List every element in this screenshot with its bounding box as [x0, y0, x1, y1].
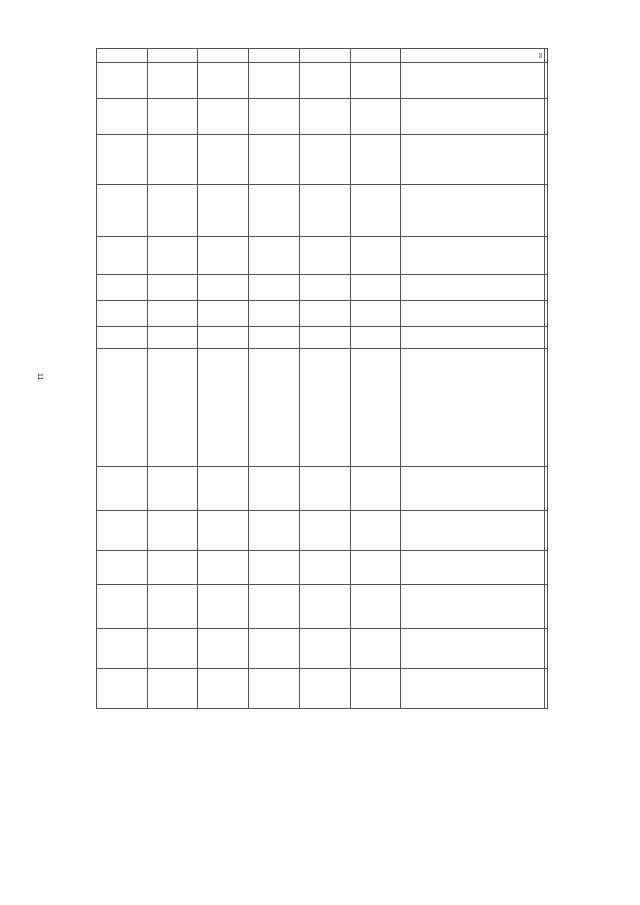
table-cell: [299, 237, 350, 275]
table-cell: [97, 63, 148, 99]
table-cell: [97, 629, 148, 669]
table-cell: [299, 551, 350, 585]
table-cell: [97, 49, 148, 63]
table-cell: [147, 467, 198, 511]
table-cell: [198, 467, 249, 511]
table-cell: [299, 327, 350, 349]
table-cell: [401, 327, 545, 349]
table-cell: [198, 669, 249, 709]
table-cell: [97, 669, 148, 709]
table-cell: [401, 511, 545, 551]
table-cell: [249, 301, 300, 327]
table-cell: [401, 585, 545, 629]
table-cell: [401, 135, 545, 185]
column-header: [545, 585, 548, 629]
table-cell: [401, 349, 545, 467]
table-cell: [350, 467, 401, 511]
table-cell: [198, 275, 249, 301]
page-number: 11: [36, 373, 43, 381]
table-cell: [249, 49, 300, 63]
table-cell: [350, 135, 401, 185]
table-cell: [350, 275, 401, 301]
table-cell: [299, 585, 350, 629]
table-cell: [350, 511, 401, 551]
table-cell: [401, 669, 545, 709]
data-table: [96, 48, 548, 709]
table-cell: [401, 629, 545, 669]
rotated-table-sheet: [96, 48, 548, 708]
table-cell: [198, 585, 249, 629]
table-cell: [147, 63, 198, 99]
table-cell: [249, 135, 300, 185]
table-cell: [147, 301, 198, 327]
column-header: [545, 467, 548, 511]
column-header: [545, 63, 548, 99]
table-cell: [198, 135, 249, 185]
table-row: [97, 49, 148, 709]
table-cell: [97, 301, 148, 327]
table-cell: [299, 99, 350, 135]
column-header: [545, 237, 548, 275]
table-cell: [147, 349, 198, 467]
table-cell: [350, 669, 401, 709]
table-cell: [97, 275, 148, 301]
table-cell: [198, 49, 249, 63]
table-cell: [147, 99, 198, 135]
table-cell: [249, 275, 300, 301]
column-header: [545, 327, 548, 349]
table-cell: [350, 301, 401, 327]
table-row: [401, 49, 545, 709]
table-cell: [147, 327, 198, 349]
table-cell: [299, 275, 350, 301]
column-header: [545, 629, 548, 669]
table-cell: [350, 63, 401, 99]
table-cell: [97, 99, 148, 135]
table-cell: [97, 185, 148, 237]
table-cell: [147, 49, 198, 63]
table-cell: [249, 629, 300, 669]
table-cell: [249, 237, 300, 275]
table-cell: [350, 49, 401, 63]
table-cell: [249, 467, 300, 511]
table-cell: [401, 301, 545, 327]
table-cell: [299, 135, 350, 185]
column-header: [545, 551, 548, 585]
column-header: [545, 185, 548, 237]
table-cell: [147, 237, 198, 275]
table-cell: [350, 551, 401, 585]
table-cell: [249, 511, 300, 551]
table-cell: [401, 237, 545, 275]
table-row: [198, 49, 249, 709]
table-cell: [299, 301, 350, 327]
table-cell: [350, 327, 401, 349]
table-cell: [401, 467, 545, 511]
table-cell: [147, 275, 198, 301]
table-row: [299, 49, 350, 709]
table-cell: [198, 629, 249, 669]
table-header-row: [545, 49, 548, 709]
table-cell: [299, 467, 350, 511]
table-cell: [147, 511, 198, 551]
table-cell: [249, 63, 300, 99]
table-cell: [299, 629, 350, 669]
column-header: [545, 99, 548, 135]
table-cell: [198, 551, 249, 585]
column-header: [545, 49, 548, 63]
table-cell: [97, 237, 148, 275]
table-cell: [97, 467, 148, 511]
table-cell: [198, 63, 249, 99]
table-row: [249, 49, 300, 709]
table-cell: [147, 135, 198, 185]
column-header: [545, 349, 548, 467]
table-cell: 20: [401, 49, 545, 63]
table-body: [97, 49, 545, 709]
table-cell: [401, 99, 545, 135]
table-cell: [350, 185, 401, 237]
table-cell: [249, 669, 300, 709]
table-cell: [147, 185, 198, 237]
table-cell: [147, 551, 198, 585]
table-cell: [198, 327, 249, 349]
table-cell: [249, 99, 300, 135]
table-cell: [249, 551, 300, 585]
table-cell: [198, 99, 249, 135]
column-header: [545, 135, 548, 185]
table-cell: [198, 185, 249, 237]
column-header: [545, 301, 548, 327]
table-cell: [97, 585, 148, 629]
table-cell: [350, 349, 401, 467]
table-cell: [249, 327, 300, 349]
table-cell: [249, 349, 300, 467]
table-row: [350, 49, 401, 709]
table-cell: [299, 185, 350, 237]
table-cell: [299, 511, 350, 551]
table-cell: [147, 669, 198, 709]
table-cell: [147, 629, 198, 669]
table-cell: [97, 349, 148, 467]
table-row: [147, 49, 198, 709]
table-cell: [198, 511, 249, 551]
table-cell: [299, 63, 350, 99]
table-cell: [97, 551, 148, 585]
table-cell: [350, 99, 401, 135]
table-cell: [97, 135, 148, 185]
table-cell: [401, 275, 545, 301]
table-cell: [350, 585, 401, 629]
table-cell: [249, 185, 300, 237]
table-cell: [299, 349, 350, 467]
table-cell: [198, 237, 249, 275]
column-header: [545, 511, 548, 551]
table-cell: [198, 301, 249, 327]
table-cell: [401, 185, 545, 237]
table-cell: [147, 585, 198, 629]
table-cell: [401, 63, 545, 99]
table-cell: [299, 49, 350, 63]
table-cell: [299, 669, 350, 709]
column-header: [545, 669, 548, 709]
table-cell: [97, 511, 148, 551]
table-cell: [249, 585, 300, 629]
table-cell: [350, 629, 401, 669]
table-cell: [401, 551, 545, 585]
table-cell: [350, 237, 401, 275]
table-cell: [97, 327, 148, 349]
column-header: [545, 275, 548, 301]
table-cell: [198, 349, 249, 467]
